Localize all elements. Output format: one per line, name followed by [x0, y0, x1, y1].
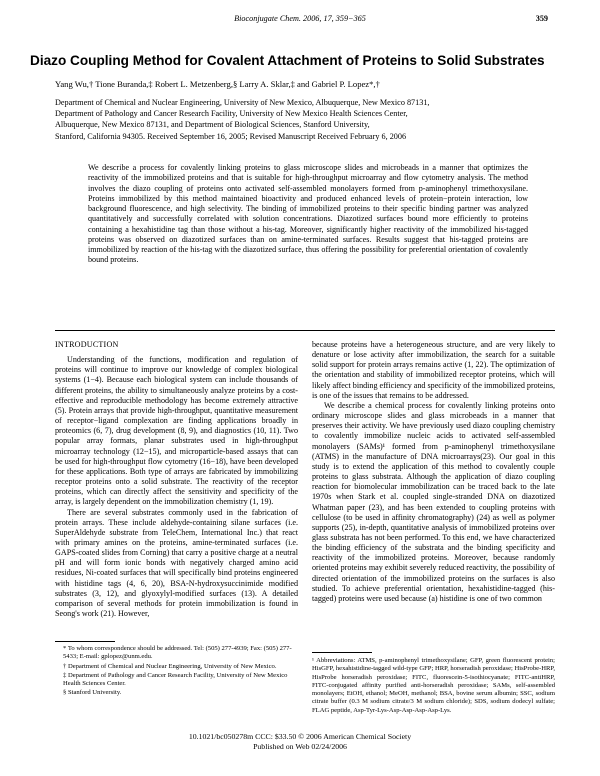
footnote: § Stanford University. [63, 689, 122, 697]
abstract: We describe a process for covalently linking proteins to glass microscope slides and microbeads in a manner that optimizes the reactivity of the immobilized proteins and that is suitable for high-throughput microarray and flow cytometry analysis. The method involves the diazo coupling of proteins onto activated self-assembled monolayers formed from p-aminophenyl trimethoxysilane. Proteins immobilized by this method maintained bioactivity and produced enhanced levels of protein−protein interaction, low background fluorescence, and high selectivity. The binding of immobilized proteins to their specific binding partner was analyzed quantitatively and successfully correlated with solution concentrations. Diazotized surfaces bound more efficiently to proteins containing a hexahistidine tag than those without a his-tag. Moreover, significantly higher reactivity of the immobilized his-tagged proteins was observed on diazotized surfaces than on amine-terminated surfaces. Results suggest that his-tagged proteins are immobilized by reaction of the his-tag with the diazotized surface, thus offering the possibility for preferential orientation of covalently bound proteins. [88, 163, 528, 265]
footnote-rule [55, 641, 115, 642]
author-list: Yang Wu,† Tione Buranda,‡ Robert L. Metzenberg,§ Larry A. Sklar,‡ and Gabriel P. Lopez*,† [55, 79, 380, 89]
paragraph: because proteins have a heterogeneous structure, and are very likely to denature or lose activity after immobilization, the search for a suitable solid support for protein arrays remains active (1, 22). The optimization of the orientation and stability of immobilized receptor proteins, which will likely affect binding efficiency and specificity of the immobilized proteins, is one of the issues that remains to be addressed. [312, 340, 555, 400]
doi-line: 10.1021/bc050278m CCC: $33.50 © 2006 American Chemical Society [188, 732, 412, 741]
affiliation-line: Department of Pathology and Cancer Research Facility, University of New Mexico Health Sciences Center, [55, 109, 408, 119]
paragraph: There are several substrates commonly used in the fabrication of protein arrays. These include aldehyde-containing silane surfaces (i.e. SuperAldehyde substrate from TeleChem, International Inc.) that react with primary amines on the proteins, amine-terminated surfaces (i.e. GAPS-coated slides from Corning) that carry a positive charge at a neutral pH and will form ionic bonds with negatively charged amino acid residues, Ni-coated surfaces that will specifically bind proteins engineered with histidine tags (4, 6, 20), BSA-N-hydroxysuccinimide modified substrates (3, 12), and glyoxylyl-modified surfaces (13). A detailed comparison of several methods for protein immobilization is found in Seong's work (21). However, [55, 507, 298, 619]
footnote: ‡ Department of Pathology and Cancer Research Facility, University of New Mexico Health Sciences Center. [63, 671, 288, 688]
abbreviations-footnote: ¹ Abbreviations: ATMS, p-aminophenyl trimethoxysilane; GFP, green fluorescent protein; HisGFP, hexahistidine-tagged wild-type GFP; HRP, horseradish peroxidase; HisProbe-HRP, HisProbe horseradish peroxidase; FITC, fluorescein-5-isothiocyanate; FITC-antiHRP, FITC-conjugated affinity purified anti-horseradish peroxidase; SAMs, self-assembled monolayers; EtOH, ethanol; MeOH, methanol; BSA, bovine serum albumin; SSC, sodium citrate buffer (0.3 M sodium citrate/3 M sodium chloride); SDS, sodium dodecyl sulfate; FLAG peptide, Asp-Tyr-Lys-Asp-Asp-Asp-Asp-Lys. [312, 657, 555, 714]
footnote: † Department of Chemical and Nuclear Engineering, University of New Mexico. [63, 662, 277, 670]
page-footer [0, 732, 600, 752]
published-line: Published on Web 02/24/2006 [253, 742, 347, 751]
section-divider [55, 330, 555, 331]
paragraph: Understanding of the functions, modification and regulation of proteins will continue to improve our knowledge of complex biological systems (1−4). Because each biological system can include thousands of different proteins, the ability to simultaneously analyze proteins by a cost-effective and reproducible methodology has become extremely attractive (5). Protein arrays that provide high-throughput, quantitative measurement of receptor−ligand complexation are finding applications broadly in proteomics (6, 7), drug development (8, 9), and diagnostics (10, 11). Two popular array formats, planar substrates used in high-throughput microarray technology (12−15), and microparticle-based assays that can be used for high-throughput flow cytometry (16−18), have been developed for these applications. Both type of arrays are fabricated by immobilizing receptor proteins onto a solid substrate. The reactivity of the receptor proteins, which can directly affect the sensitivity and specificity of the array, is largely dependent on the immobilization chemistry (1, 19). [55, 355, 298, 507]
section-heading: INTRODUCTION [55, 340, 119, 349]
article-title: Diazo Coupling Method for Covalent Attachment of Proteins to Solid Substrates [30, 53, 545, 68]
footnotes-left [55, 645, 298, 699]
affiliation-line: Department of Chemical and Nuclear Engineering, University of New Mexico, Albuquerque, New Mexico 87131, [55, 98, 430, 107]
journal-citation: Bioconjugate Chem. 2006, 17, 359−365 [234, 14, 366, 23]
footnote-rule [312, 652, 372, 653]
page-number: 359 [535, 14, 548, 23]
affiliation-line: Albuquerque, New Mexico 87131, and Department of Biological Sciences, Stanford University, [55, 120, 370, 130]
affiliations [55, 97, 555, 142]
left-column [55, 340, 298, 619]
right-column [312, 340, 555, 604]
paragraph: We describe a chemical process for covalently linking proteins onto ordinary microscope slides and glass microbeads in a manner that preserves their activity. We have previously used diazo coupling chemistry to covalently immobilize nucleic acids to activated self-assembled monolayers (SAMs)¹ formed from p-aminophenyl trimethoxysilane (ATMS) in the manufacture of DNA microarrays(23). Our goal in this study is to extend the application of this method to covalently couple proteins to glass substrata. Although the application of diazo coupling reaction for biomolecular immobilization can be traced back to the late 1970s when Stark et al. coupled single-stranded DNA on diazotized Whatman paper (23), and has been extended to coupling proteins with cellulose (to be used in affinity chromatography) (24) as well as polymer supports (25), in-depth, quantitative analysis of immobilized proteins over glass substrata has not been performed. To this end, we have characterized the binding efficiency of the substrata and the binding specificity and reactivity of the immobilized proteins. Moreover, because randomly oriented proteins may exhibit severely reduced reactivity, the possibility of directed orientation of the immobilized proteins on the surfaces is also studied. To achieve preferential orientation, hexahistidine-tagged (his-tagged) proteins were used because (a) histidine is one of two common [312, 400, 555, 603]
affiliation-line: Stanford, California 94305. Received September 16, 2005; Revised Manuscript Received February 6, 2006 [55, 131, 407, 141]
footnote: * To whom correspondence should be addressed. Tel: (505) 277-4939; Fax: (505) 277-5433; E-mail: gplopez@unm.edu. [63, 645, 292, 661]
